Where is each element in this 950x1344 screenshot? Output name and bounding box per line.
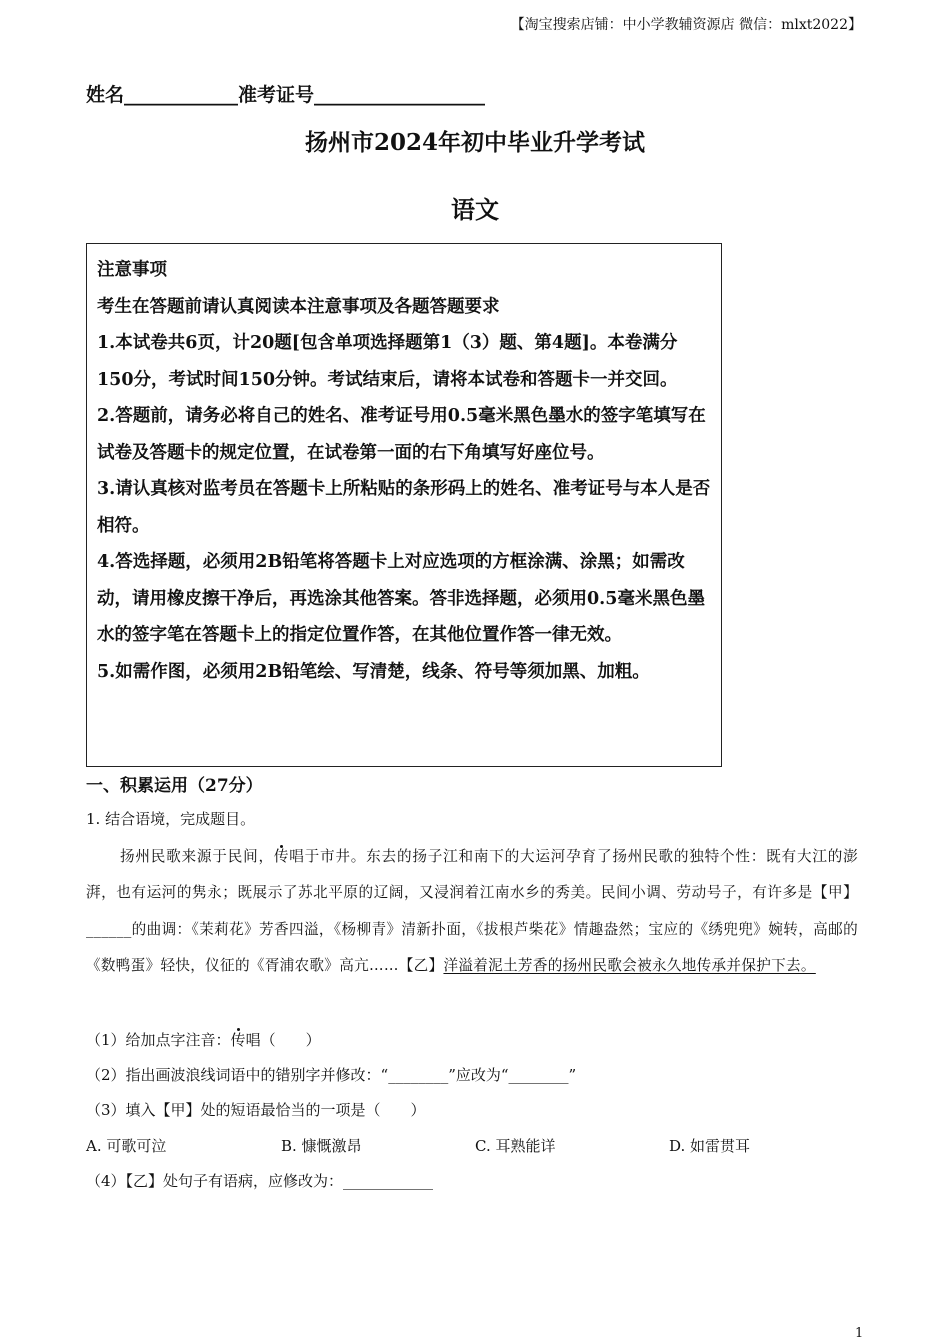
- sub-question-3: （3）填入【甲】处的短语最恰当的一项是（ ）: [86, 1101, 426, 1119]
- page-number: 1: [855, 1326, 864, 1341]
- notice-intro: 考生在答题前请认真阅读本注意事项及各题答题要求: [97, 296, 500, 317]
- subject-title: 语文: [451, 195, 499, 224]
- reading-passage: [86, 839, 858, 984]
- notice-item: 4.答选择题，必须用2B铅笔将答题卡上对应选项的方框涂满、涂黑；如需改动，请用橡皮擦干净后，再选涂其他答案。答非选择题，必须用0.5毫米黑色墨水的签字笔在答题卡上的指定位置作答，在其他位置作答一律无效。: [97, 552, 705, 645]
- header-note: 【淘宝搜索店铺：中小学教辅资源店 微信：mlxt2022】: [510, 17, 862, 33]
- section-title: 一、积累运用（27分）: [86, 776, 263, 796]
- notice-box: [86, 243, 722, 767]
- passage-text: 唱于市井。东去的扬子江和南下的大运河孕育了扬州民歌的独特个性：既有大江的澎湃，也有运河的隽永；既展示了苏北平原的辽阔，又浸润着江南水乡的秀美。民间小调、劳动号子，有许多是【甲】______的曲调：《茉莉花》芳香四溢，《杨柳青》清新扑面，《拔根芦柴花》情趣盎然；宝应的《绣兜兜》婉转，高邮的《数鸭蛋》轻快，仪征的《胥浦农歌》高亢……【乙】: [86, 848, 858, 974]
- underlined-sentence: 洋溢着泥土芳香的扬州民歌会被永久地传承并保护下去。: [443, 956, 816, 974]
- sub-question-2: （2）指出画波浪线词语中的错别字并修改：“________”应改为“________”: [86, 1066, 577, 1084]
- dotted-char: 传: [273, 848, 290, 865]
- sub-question-text: 唱（ ）: [245, 1031, 321, 1049]
- notice-item: 1.本试卷共6页，计20题[包含单项选择题第1（3）题、第4题]。本卷满分150分，考试时间150分钟。考试结束后，请将本试卷和答题卡一并交回。: [97, 333, 678, 390]
- exam-title: 扬州市2024年初中毕业升学考试: [304, 129, 645, 156]
- dotted-char: 传: [230, 1031, 246, 1049]
- sub-question-4: （4）【乙】处句子有语病，应修改为：____________: [86, 1172, 434, 1190]
- notice-heading: 注意事项: [97, 260, 167, 280]
- sub-question-text: （1）给加点字注音：: [86, 1031, 231, 1049]
- name-examno-line: 姓名____________准考证号__________________: [86, 84, 486, 106]
- option-a: A. 可歌可泣: [86, 1137, 167, 1155]
- sub-question-1: [86, 1029, 321, 1050]
- option-b: B. 慷慨激昂: [281, 1137, 362, 1155]
- notice-item: 2.答题前，请务必将自己的姓名、准考证号用0.5毫米黑色墨水的签字笔填写在试卷及答题卡的规定位置，在试卷第一面的右下角填写好座位号。: [97, 406, 706, 463]
- question-1-stem: 1. 结合语境，完成题目。: [86, 810, 256, 828]
- notice-item: 5.如需作图，必须用2B铅笔绘、写清楚，线条、符号等须加黑、加粗。: [97, 661, 650, 682]
- passage-text: 扬州民歌来源于民间，: [120, 848, 274, 865]
- option-d: D. 如雷贯耳: [669, 1137, 751, 1155]
- notice-item: 3.请认真核对监考员在答题卡上所粘贴的条形码上的姓名、准考证号与本人是否相符。: [97, 479, 711, 536]
- option-c: C. 耳熟能详: [475, 1137, 556, 1155]
